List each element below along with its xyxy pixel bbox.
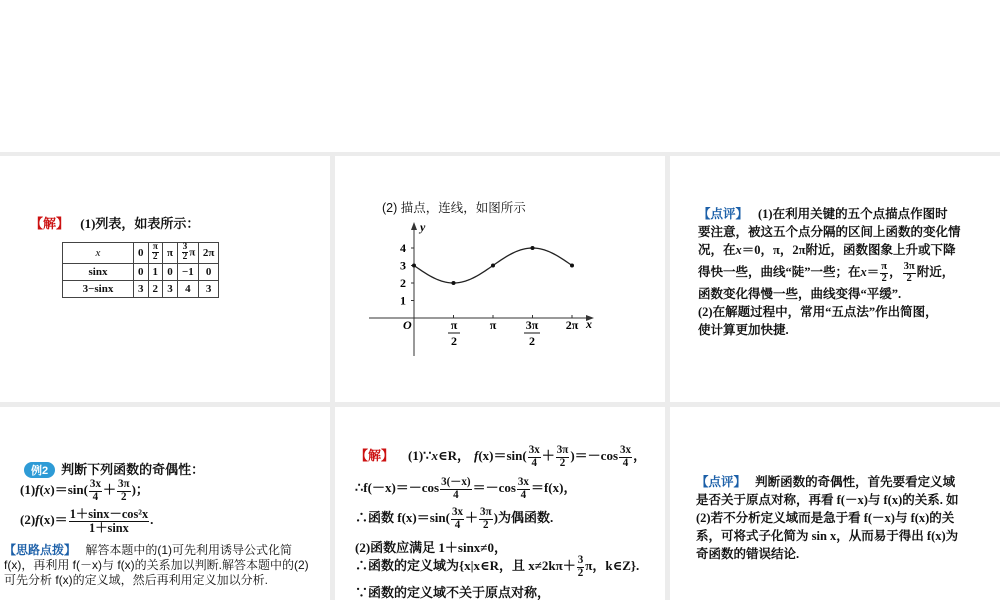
solution2-line-6: ∵函数的定义域不关于原点对称， — [355, 585, 551, 600]
solution2-line-5: ∴函数的定义域为{x|x∈R，且 x≠2kπ＋ $\frac{3}{2}$ π，k∈Z}. — [355, 554, 640, 579]
x-tick-2pi: 2π — [565, 318, 579, 332]
panel-graph — [335, 156, 665, 402]
function-graph — [335, 156, 665, 402]
svg-text:2: 2 — [451, 334, 457, 348]
comment-1-text: 【点评】 (1)在利用关键的五个点描点作图时 要注意，被这五个点分隔的区间上函数的变化情 况，在x＝0，π，2π附近，函数图象上升或下降 得快一些，曲线“陡”一些；在x＝ $\frac{\pi}{2}$ ， $\frac{3\pi}{2}$ 附近， 函数变化得慢一些，曲线变得“平缓”. (2)在解题过程中，常用“五点法”作出简图， 使计算更加快捷. — [698, 207, 961, 337]
solution2-line-3: ∴函数 f(x)＝sin( $\frac{3x}{4}$ ＋ $\frac{3\pi}{2}$ )为偶函数. — [355, 506, 554, 531]
comment-2-text: 【点评】 判断函数的奇偶性，首先要看定义域是否关于原点对称，再看 f(－x)与 f(x)的关系. 如(2)若不分析定义域而是急于看 f(－x)与 f(x)的关系，可将式子化简为 sin x，从而易于得出 f(x)为奇函数的错误结论. — [696, 475, 959, 561]
panel-example-2 — [0, 407, 330, 600]
data-point-0 — [412, 264, 416, 268]
svg-text:2: 2 — [529, 334, 535, 348]
comment-2-tag: 【点评】 — [696, 475, 747, 489]
y-axis-label: y — [420, 220, 426, 234]
data-point-3 — [531, 246, 535, 250]
graph-caption: (2) 描点，连线，如图所示 — [382, 201, 526, 215]
example-badge: 例2 — [24, 462, 55, 478]
y-tick-label-4: 4 — [400, 241, 406, 255]
x-axis-label: x — [586, 317, 592, 331]
x-tick-pi: π — [489, 318, 497, 332]
data-point-1 — [452, 281, 456, 285]
table-row: 3−sinx 3 2 3 4 3 — [63, 280, 219, 297]
x-tick-3pi-over-2 — [524, 318, 540, 348]
solution2-line-2: ∴f(－x)＝－cos $\frac{3(-x)}{4}$ ＝－cos $\frac{3x}{4}$ ＝f(x)， — [355, 476, 577, 501]
y-tick-label-1: 1 — [400, 293, 406, 308]
y-tick-label-3: 3 — [400, 258, 406, 273]
panel-comment-2 — [670, 407, 1000, 600]
comment-tag: 【点评】 — [698, 207, 749, 221]
hint-tag: 【思路点拨】 — [4, 543, 77, 557]
question-1: (1)f(x)＝sin( $\frac{3x}{4}$ ＋ $\frac{3\pi}{2}$ )； — [20, 478, 149, 503]
example-prompt: 例2 判断下列函数的奇偶性： — [24, 459, 204, 478]
svg-text:3π: 3π — [525, 318, 539, 332]
solution-intro-line — [30, 213, 199, 232]
panel-solution-2 — [335, 407, 665, 600]
question-2: (2)f(x)＝ $\frac{\text{1＋sinx－cos²x}}{1+\sin x}$ . — [20, 507, 154, 535]
data-point-2 — [491, 264, 495, 268]
panel-solution-table — [0, 156, 330, 402]
y-axis-arrow — [411, 222, 417, 230]
table-row: x 0 $\frac{\pi}{2}$ π $\frac{3}{2}$ π 2π — [63, 243, 219, 264]
solution2-tag: 【解】 — [355, 448, 395, 463]
y-tick-label-2: 2 — [400, 276, 406, 290]
svg-text:π: π — [450, 318, 458, 332]
top-blank-area — [0, 0, 1000, 152]
solution2-line-1: 【解】 (1)∵x∈R， f(x)＝sin( $\frac{3x}{4}$ ＋ $\frac{3\pi}{2}$ )＝－cos $\frac{3x}{4}$ ， — [355, 444, 647, 469]
solution-intro-text: (1)列表，如表所示： — [80, 216, 200, 231]
value-table — [62, 242, 219, 298]
solution-tag: 【解】 — [30, 216, 70, 231]
data-point-4 — [570, 264, 574, 268]
origin-label: O — [403, 318, 412, 332]
table-row: sinx 0 1 0 −1 0 — [63, 263, 219, 280]
solution2-line-4: (2)函数应满足 1＋sinx≠0， — [355, 540, 507, 555]
hint-paragraph: 【思路点拨】 解答本题中的(1)可先利用诱导公式化简 f(x)，再利用 f(－x)与 f(x)的关系加以判断.解答本题中的(2)可先分析 f(x)的定义域，然后再利用定义加以分析. — [4, 543, 309, 587]
x-tick-pi-over-2 — [448, 318, 460, 348]
